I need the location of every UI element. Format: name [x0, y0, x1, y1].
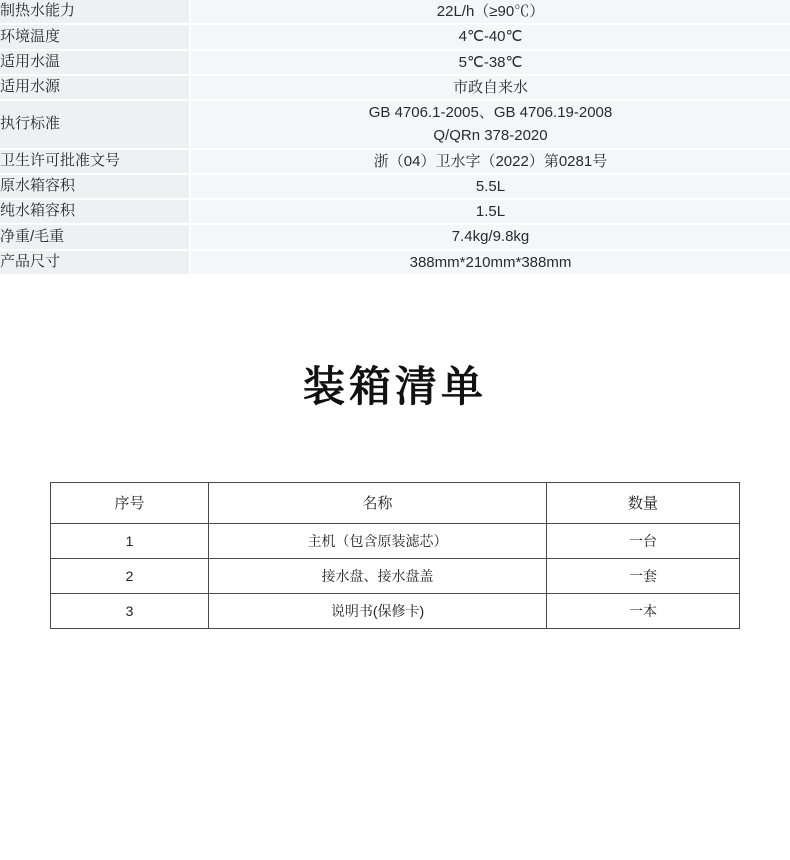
- table-row: [0, 75, 790, 100]
- spec-label: 卫生许可批准文号: [0, 149, 190, 174]
- spec-label: 产品尺寸: [0, 250, 190, 275]
- cell-name: 说明书(保修卡): [209, 593, 547, 628]
- spec-value: 1.5L: [190, 199, 790, 224]
- table-row: [0, 100, 790, 149]
- table-row: [51, 523, 740, 558]
- specification-table: [0, 0, 790, 276]
- spec-value: 市政自来水: [190, 75, 790, 100]
- cell-name: 主机（包含原装滤芯）: [209, 523, 547, 558]
- spec-label: 净重/毛重: [0, 224, 190, 249]
- spec-value-line2: Q/QRn 378-2020: [433, 127, 548, 145]
- column-header-qty: 数量: [547, 482, 740, 523]
- table-row: [0, 199, 790, 224]
- spec-value: 388mm*210mm*388mm: [190, 250, 790, 275]
- cell-no: 1: [51, 523, 209, 558]
- column-header-name: 名称: [209, 482, 547, 523]
- spec-label: 制热水能力: [0, 0, 190, 24]
- spec-value-line1: GB 4706.1-2005、GB 4706.19-2008: [368, 104, 613, 121]
- spec-label: 执行标准: [0, 100, 190, 149]
- table-row: [0, 250, 790, 275]
- spec-label: 纯水箱容积: [0, 199, 190, 224]
- spec-value: 浙（04）卫水字（2022）第0281号: [190, 149, 790, 174]
- page-title: 装箱清单: [302, 361, 487, 411]
- cell-no: 3: [51, 593, 209, 628]
- table-row: [51, 558, 740, 593]
- column-header-no: 序号: [51, 482, 209, 523]
- table-row: [0, 174, 790, 199]
- packing-list-table: [50, 482, 740, 629]
- spec-value: 5.5L: [190, 174, 790, 199]
- table-row: [0, 0, 790, 24]
- cell-name: 接水盘、接水盘盖: [209, 558, 547, 593]
- spec-label: 适用水温: [0, 50, 190, 75]
- cell-qty: 一套: [547, 558, 740, 593]
- spec-value: 5℃-38℃: [190, 50, 790, 75]
- table-row: [0, 50, 790, 75]
- table-row: [51, 593, 740, 628]
- cell-no: 2: [51, 558, 209, 593]
- spec-value: 22L/h（≥90℃）: [190, 0, 790, 24]
- cell-qty: 一台: [547, 523, 740, 558]
- spec-label: 原水箱容积: [0, 174, 190, 199]
- spec-label: 环境温度: [0, 24, 190, 49]
- table-header-row: [51, 482, 740, 523]
- spec-value: [190, 100, 790, 149]
- packing-list-section: [0, 482, 790, 629]
- spec-value: 7.4kg/9.8kg: [190, 224, 790, 249]
- table-row: [0, 24, 790, 49]
- cell-qty: 一本: [547, 593, 740, 628]
- table-row: [0, 224, 790, 249]
- spec-label: 适用水源: [0, 75, 190, 100]
- table-row: [0, 149, 790, 174]
- spec-value: 4℃-40℃: [190, 24, 790, 49]
